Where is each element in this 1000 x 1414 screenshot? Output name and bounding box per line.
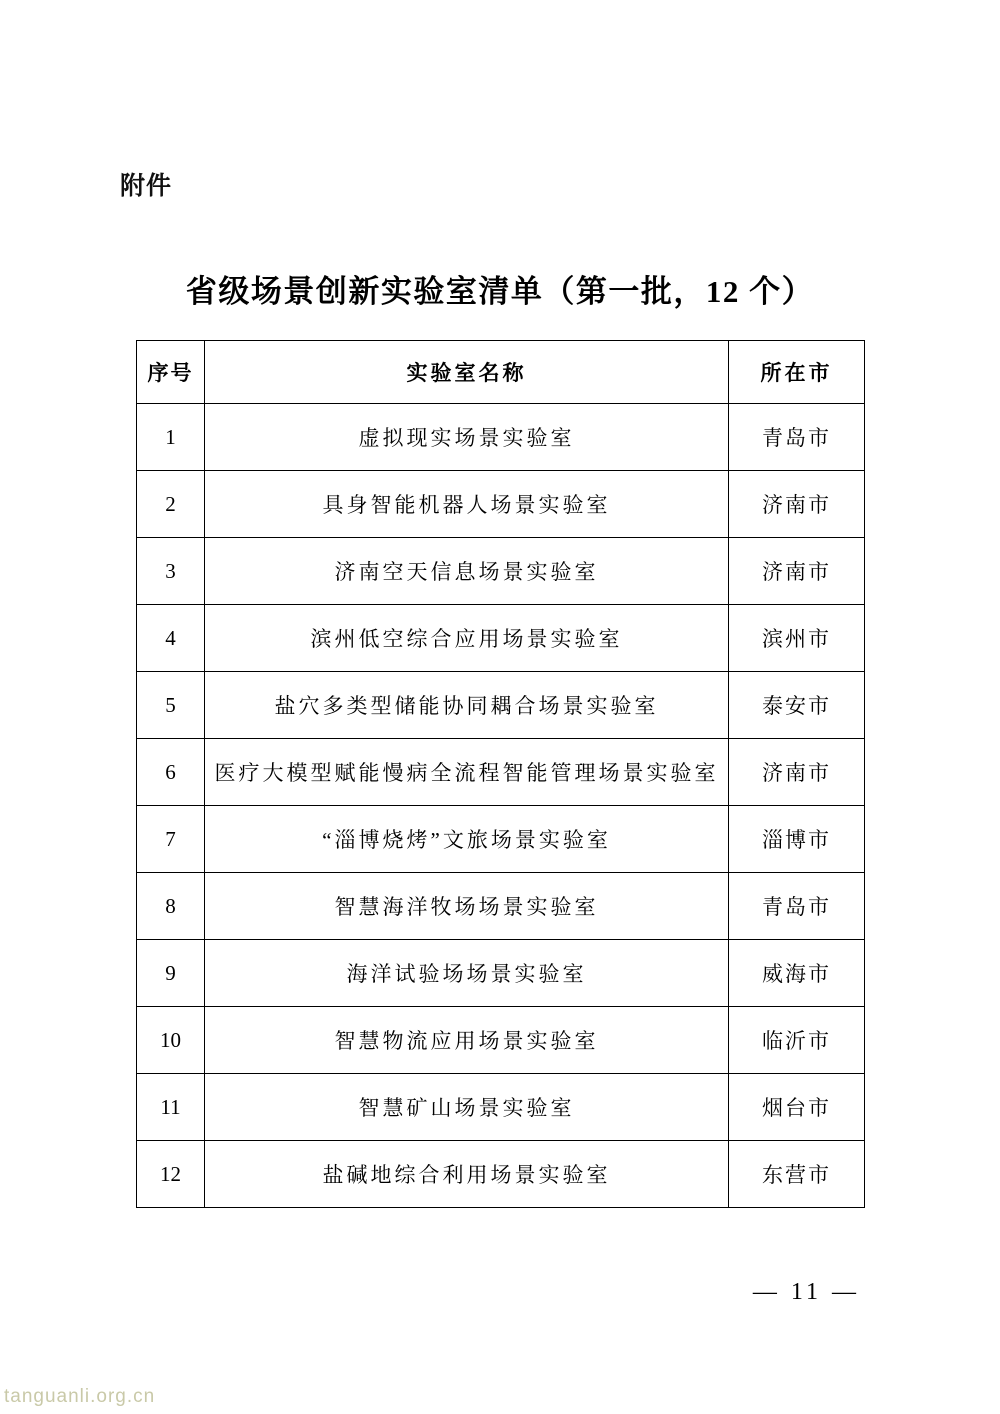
- cell-city: 威海市: [729, 940, 865, 1007]
- cell-index: 2: [137, 471, 205, 538]
- cell-name: 智慧矿山场景实验室: [205, 1074, 729, 1141]
- cell-name: “淄博烧烤”文旅场景实验室: [205, 806, 729, 873]
- cell-index: 1: [137, 404, 205, 471]
- cell-name: 虚拟现实场景实验室: [205, 404, 729, 471]
- cell-city: 青岛市: [729, 404, 865, 471]
- laboratory-list-table: [136, 340, 865, 1208]
- cell-city: 临沂市: [729, 1007, 865, 1074]
- cell-city: 济南市: [729, 538, 865, 605]
- cell-index: 5: [137, 672, 205, 739]
- cell-index: 9: [137, 940, 205, 1007]
- cell-name: 海洋试验场场景实验室: [205, 940, 729, 1007]
- cell-city: 滨州市: [729, 605, 865, 672]
- column-header-name: 实验室名称: [205, 341, 729, 404]
- cell-index: 12: [137, 1141, 205, 1208]
- table-row: [137, 1007, 865, 1074]
- cell-index: 7: [137, 806, 205, 873]
- table-row: [137, 471, 865, 538]
- table-row: [137, 404, 865, 471]
- column-header-city: 所在市: [729, 341, 865, 404]
- table-row: [137, 806, 865, 873]
- table-header-row: [137, 341, 865, 404]
- cell-name: 医疗大模型赋能慢病全流程智能管理场景实验室: [205, 739, 729, 806]
- cell-city: 淄博市: [729, 806, 865, 873]
- table-body: [137, 404, 865, 1208]
- table-row: [137, 672, 865, 739]
- table-row: [137, 538, 865, 605]
- cell-index: 8: [137, 873, 205, 940]
- cell-name: 滨州低空综合应用场景实验室: [205, 605, 729, 672]
- cell-index: 6: [137, 739, 205, 806]
- cell-name: 智慧物流应用场景实验室: [205, 1007, 729, 1074]
- page-number: — 11 —: [752, 1279, 860, 1305]
- cell-index: 10: [137, 1007, 205, 1074]
- cell-city: 济南市: [729, 471, 865, 538]
- page-title: 省级场景创新实验室清单（第一批，12 个）: [185, 274, 815, 309]
- cell-name: 盐碱地综合利用场景实验室: [205, 1141, 729, 1208]
- cell-city: 青岛市: [729, 873, 865, 940]
- table-row: [137, 605, 865, 672]
- table-row: [137, 873, 865, 940]
- cell-index: 11: [137, 1074, 205, 1141]
- table-row: [137, 739, 865, 806]
- table-row: [137, 1074, 865, 1141]
- attachment-label: 附件: [120, 172, 173, 200]
- cell-name: 盐穴多类型储能协同耦合场景实验室: [205, 672, 729, 739]
- cell-city: 济南市: [729, 739, 865, 806]
- watermark: tanguanli.org.cn: [4, 1386, 156, 1407]
- cell-city: 泰安市: [729, 672, 865, 739]
- cell-index: 4: [137, 605, 205, 672]
- cell-name: 济南空天信息场景实验室: [205, 538, 729, 605]
- column-header-index: 序号: [137, 341, 205, 404]
- table-row: [137, 1141, 865, 1208]
- cell-name: 具身智能机器人场景实验室: [205, 471, 729, 538]
- cell-index: 3: [137, 538, 205, 605]
- cell-city: 烟台市: [729, 1074, 865, 1141]
- cell-name: 智慧海洋牧场场景实验室: [205, 873, 729, 940]
- table-row: [137, 940, 865, 1007]
- cell-city: 东营市: [729, 1141, 865, 1208]
- laboratory-list-table-container: [136, 340, 864, 1208]
